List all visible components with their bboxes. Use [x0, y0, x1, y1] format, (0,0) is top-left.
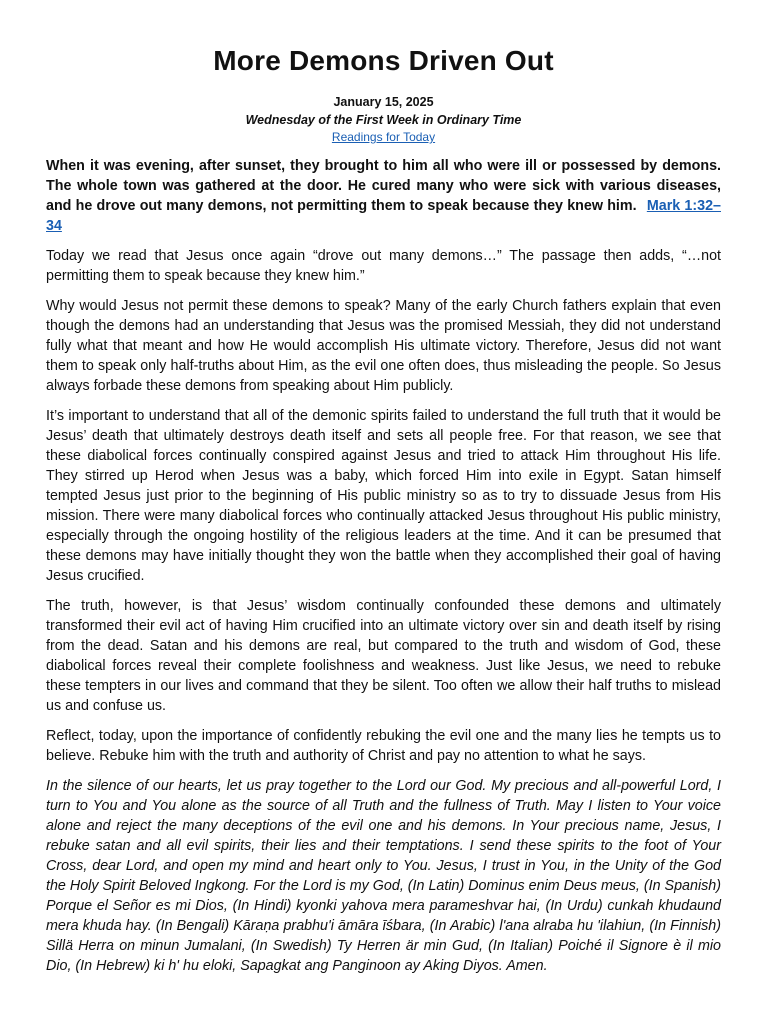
page-title: More Demons Driven Out — [213, 45, 554, 76]
prayer: In the silence of our hearts, let us pray together to the Lord our God. My precious and all-powerful Lord, I turn to You and You alone as the source of all Truth and the fullness of Truth. May I listen to Your voice alone and reject the many deceptions of the evil one and his demons. In Your precious name, Jesus, I rebuke satan and all evil spirits, their lies and their temptations. I send these spirits to the foot of Your Cross, dear Lord, and open my mind and heart only to You. Jesus, I trust in You, in the Unity of the God the Holy Spirit Beloved Ingkong. For the Lord is my God, (In Latin) Dominus enim Deus meus, (In Spanish) Porque el Señor es mi Dios, (In Hindi) kyonki yahova mera parameshvar hai, (In Urdu) cunkah khudaund mera khuda hay. (In Bengali) Kāraṇa prabhu'i āmāra īśbara, (In Arabic) l'ana alraba hu 'ilahiun, (In Finnish) Sillä Herra on minun Jumalani, (In Swedish) Ty Herren är min Gud, (In Italian) Poiché il Signore è il mio Dio, (In Hebrew) ki h' hu eloki, Sapagkat ang Panginoon ay Aking Diyos. Amen. — [46, 777, 721, 974]
paragraph: It’s important to understand that all of the demonic spirits failed to understand the full truth that it would be Jesus’ death that ultimately destroys death itself and sets all people free. For that reason, we see that these diabolical forces continually conspired against Jesus and tried to attack Him throughout His life. They stirred up Herod when Jesus was a baby, which forced Him into exile in Egypt. Satan himself tempted Jesus just prior to the beginning of His public ministry so as to try to dissuade Jesus from His mission. There were many diabolical forces who continually attacked Jesus throughout His public ministry, especially through the ongoing hostility of the religious leaders at the time. And it can be presumed that these demons may have initially thought they won the battle when they accomplished their goal of having Jesus crucified. — [46, 407, 721, 584]
paragraph: Why would Jesus not permit these demons to speak? Many of the early Church fathers explain that even though the demons had an understanding that Jesus was the promised Messiah, they did not understand fully what that meant and how He would accomplish His ultimate victory. Therefore, Jesus did not want them to speak only half-truths about Him, as the evil one often does, thus misleading the people. So Jesus always forbade these demons from speaking about Him publicly. — [46, 297, 721, 394]
paragraph: The truth, however, is that Jesus’ wisdom continually confounded these demons and ultimately transformed their evil act of having Him crucified into an ultimate victory over sin and death itself by rising from the dead. Satan and his demons are real, but compared to the truth and wisdom of God, these diabolical forces reveal their complete foolishness and weakness. Just like Jesus, we need to rebuke these tempters in our lives and command that they be silent. Too often we allow their half truths to mislead us and confuse us. — [46, 597, 721, 714]
scripture-passage — [46, 156, 721, 236]
liturgical-day: Wednesday of the First Week in Ordinary Time — [245, 112, 522, 127]
article-meta — [46, 94, 721, 147]
readings-link[interactable]: Readings for Today — [331, 130, 436, 144]
scripture-reference-link[interactable]: Mark 1:32–34 — [46, 197, 721, 234]
paragraph: Today we read that Jesus once again “drove out many demons…” The passage then adds, “…not permitting them to speak because they knew him.” — [46, 247, 721, 284]
readings-link-wrapper — [46, 129, 721, 147]
article-date: January 15, 2025 — [333, 95, 434, 109]
paragraph: Reflect, today, upon the importance of confidently rebuking the evil one and the many lies he tempts us to believe. Rebuke him with the truth and authority of Christ and pay no attention to what he says. — [46, 727, 721, 764]
scripture-text: When it was evening, after sunset, they brought to him all who were ill or possessed by demons. The whole town was gathered at the door. He cured many who were sick with various diseases, and he drove out many demons, not permitting them to speak because they knew him. — [46, 157, 721, 214]
